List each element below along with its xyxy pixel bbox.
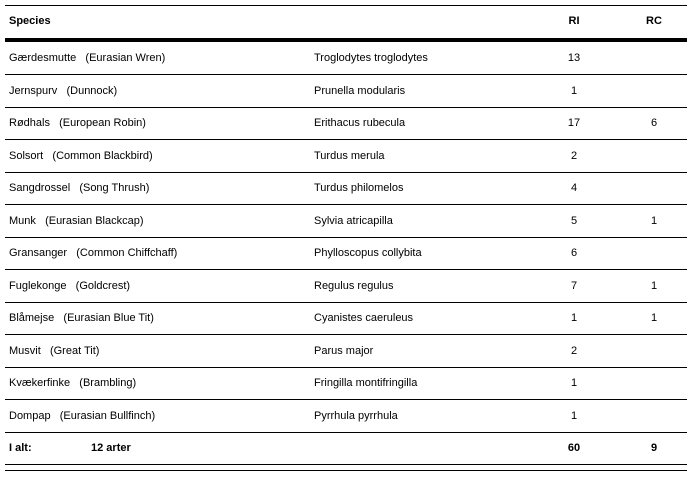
species-name: Kvækerfinke (Brambling) (9, 377, 137, 389)
latin-name: Turdus merula (314, 149, 385, 162)
species-name: Rødhals (European Robin) (9, 117, 146, 129)
latin-name: Phylloscopus collybita (314, 247, 422, 259)
species-name: Fuglekonge (Goldcrest) (9, 279, 131, 292)
rc-value: 1 (650, 214, 658, 227)
table-bottom-rule (5, 470, 687, 471)
rc-value: 1 (650, 312, 658, 324)
latin-name: Fringilla montifringilla (314, 377, 418, 389)
latin-name: Turdus philomelos (314, 182, 404, 194)
species-name: Dompap (Eurasian Bullfinch) (9, 409, 156, 422)
table-row (5, 107, 687, 139)
species-name: Gransanger (Common Chiffchaff) (9, 247, 178, 259)
species-name: Jernspurv (Dunnock) (9, 84, 118, 97)
header-species: Species (9, 15, 51, 27)
table-row (5, 140, 687, 172)
rc-value (641, 335, 667, 367)
table-row (5, 367, 687, 399)
latin-name: Troglodytes troglodytes (314, 52, 428, 64)
latin-name: Sylvia atricapilla (314, 214, 393, 227)
ri-value: 1 (570, 84, 578, 97)
ri-value: 4 (570, 182, 578, 194)
total-rc: 9 (650, 442, 658, 454)
latin-name: Regulus regulus (314, 279, 394, 292)
ri-value: 13 (567, 52, 581, 64)
table-row (5, 237, 687, 269)
ri-value: 6 (570, 247, 578, 259)
table-row (5, 335, 687, 367)
table-row (5, 302, 687, 334)
ri-value: 5 (570, 214, 578, 227)
total-row (5, 432, 687, 464)
rc-value (641, 140, 667, 172)
ri-value: 17 (567, 117, 581, 129)
ri-value: 1 (570, 409, 578, 422)
rc-value (641, 172, 667, 204)
table-row (5, 270, 687, 302)
species-name: Munk (Eurasian Blackcap) (9, 214, 144, 227)
table-row (5, 75, 687, 107)
species-name: Gærdesmutte (Eurasian Wren) (9, 52, 166, 64)
total-label: I alt: (9, 442, 32, 454)
latin-name: Prunella modularis (314, 84, 406, 97)
header-ri: RI (568, 15, 580, 27)
rc-value (641, 75, 667, 107)
table-row (5, 400, 687, 432)
total-species-count: 12 arter (91, 442, 131, 454)
rc-value (641, 237, 667, 269)
ri-value: 7 (570, 279, 578, 292)
latin-name: Erithacus rubecula (314, 117, 406, 129)
total-bottom-rule (5, 464, 687, 465)
latin-name: Pyrrhula pyrrhula (314, 409, 398, 422)
ri-value: 1 (570, 377, 578, 389)
species-name: Musvit (Great Tit) (9, 344, 100, 357)
rc-value: 1 (650, 279, 658, 292)
ri-value: 2 (570, 344, 578, 357)
latin-name: Parus major (314, 344, 374, 357)
rc-value (641, 400, 667, 432)
rc-value (641, 367, 667, 399)
species-name: Blåmejse (Eurasian Blue Tit) (9, 312, 154, 324)
latin-name: Cyanistes caeruleus (314, 312, 414, 324)
species-name: Solsort (Common Blackbird) (9, 149, 153, 162)
total-ri: 60 (567, 442, 581, 454)
table-row (5, 172, 687, 204)
rc-value: 6 (650, 117, 658, 129)
header-rc: RC (646, 15, 662, 27)
species-name: Sangdrossel (Song Thrush) (9, 182, 150, 194)
table-row (5, 205, 687, 237)
table-row (5, 42, 687, 74)
ri-value: 1 (570, 312, 578, 324)
table-header-row (5, 6, 687, 36)
rc-value (641, 42, 667, 74)
ri-value: 2 (570, 149, 578, 162)
